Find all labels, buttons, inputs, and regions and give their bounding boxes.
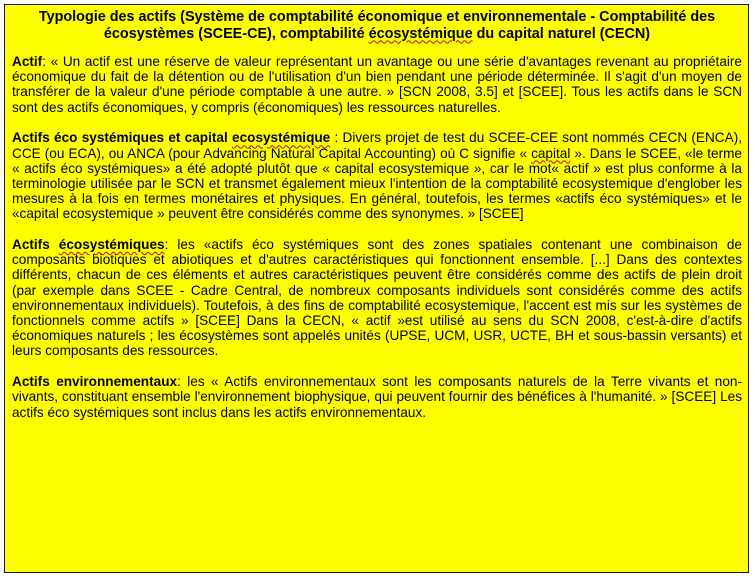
title-part1: Typologie des actifs (Système de comptabilité économique et environnementale - Comptabilité des écosystèmes (SCEE-CE), comptabilité <box>38 9 716 42</box>
title-squiggle-word: écosystémique <box>368 25 473 42</box>
definition-text: : Divers projet de test du SCEE-CEE sont nommés CECN (ENCA), CCE (ou ECA), ou ANCA (pour Advancing Natural Capital Accounting) où C signifie « <box>12 130 742 161</box>
paragraph-actifs-eco-systemiques <box>12 130 742 221</box>
definition-text: : les « Actifs environnementaux sont les composants naturels de la Terre vivants et non-vivants, constituant ensemble l'environnement biophysique, qui peuvent fournir des bénéfices à l'humanité. » [SCEE] Les actifs éco systémiques sont inclus dans les actifs environnementaux. <box>12 374 742 420</box>
term-actifs-ecosystemiques <box>12 237 165 252</box>
term-text: Actifs éco systémiques et capital <box>12 130 233 146</box>
term-text: Actifs <box>12 237 59 253</box>
term-actif: Actif <box>12 54 43 69</box>
title-part2: du capital naturel (CECN) <box>472 25 651 42</box>
term-squiggle-word: ecosystémique <box>232 130 331 146</box>
term-squiggle-word: écosystémiques <box>58 237 165 253</box>
definition-text: : « Un actif est une réserve de valeur représentant un avantage ou une série d'avantages revenant au propriétaire économique du fait de la détention ou de l'utilisation d'un bien pendant une période déterminée. Il s'agit d'un moyen de transférer de la valeur d'une période comptable à une autre. » [SCN 2008, 3.5] et [SCEE]. Tous les actifs dans le SCN sont des actifs économiques, y compris (économiques) les ressources naturelles. <box>12 54 742 115</box>
definitions-box <box>4 4 749 573</box>
definition-text: : les «actifs éco systémiques sont des zones spatiales contenant une combinaison de composants biotiques et abiotiques et d'autres caractéristiques qui fonctionnent ensemble. [...] Dans des contextes différents, chacun de ces éléments et autres caractéristiques peuvent être considérés comme des actifs de plein droit (par exemple dans SCEE - Cadre Central, de nombreux composants individuels sont considérés comme des actifs environnementaux individuels). Toutefois, à des fins de comptabilité ecosystemique, l'accent est mis sur les systèmes de fonctionnels comme actifs » [SCEE] Dans la CECN, « actif »est utilisé au sens du SCN 2008, c'est-à-dire d'actifs économiques naturels ; les écosystèmes sont appelés unités (UPSE, UCM, USR, UCTE, BH et sous-bassin versants) et leurs composants des ressources. <box>12 237 742 359</box>
term-actifs-eco-systemiques <box>12 130 330 145</box>
paragraph-actif <box>12 54 742 115</box>
definition-squiggle-word: capital <box>531 145 571 161</box>
document-title <box>12 9 742 42</box>
definition-text: ». Dans le SCEE, «le terme « actifs éco systémiques» a été adopté plutôt que « capital ecosystemique », car le mot« actif » est plus conforme à la terminologie utilisée par le SCN et transmet également mieux l'intention de la comptabilité ecosystemique d'englober les mesures à la fois en termes monétaires et physiques. En général, toutefois, les termes «actifs éco systémiques» et le «capital ecosystemique » peuvent être considérés comme des synonymes. » [SCEE] <box>12 145 742 222</box>
paragraph-actifs-environnementaux <box>12 374 742 420</box>
paragraph-actifs-ecosystemiques <box>12 237 742 359</box>
term-actifs-environnementaux: Actifs environnementaux <box>12 374 178 390</box>
